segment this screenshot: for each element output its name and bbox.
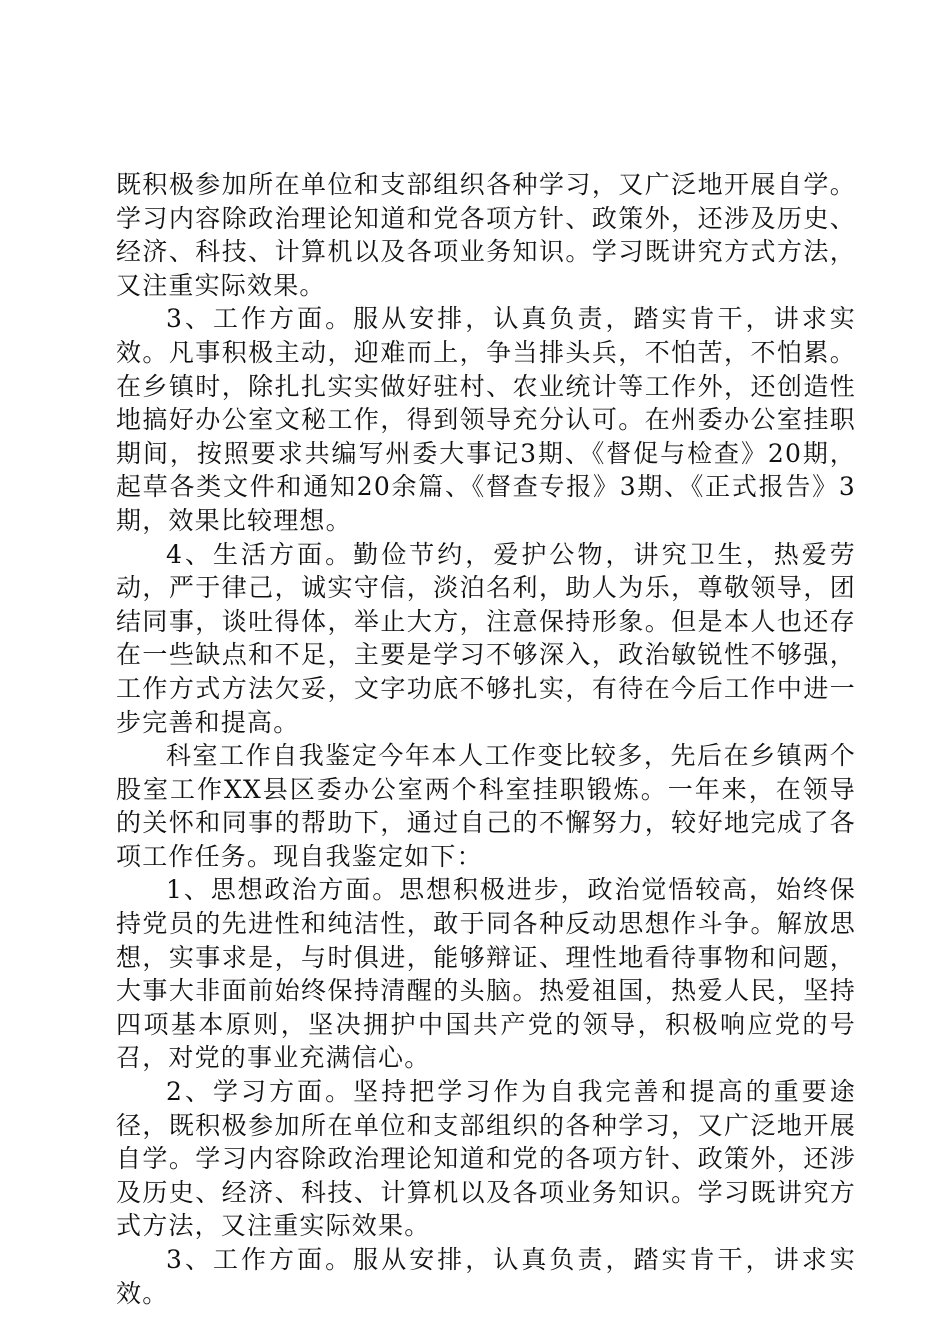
paragraph-work-aspect-repeat: 3、工作方面。服从安排，认真负责，踏实肯干，讲求实效。	[116, 1245, 856, 1308]
paragraph-self-assessment-intro: 科室工作自我鉴定今年本人工作变比较多，先后在乡镇两个股室工作XX县区委办公室两个科室挂职锻炼。一年来，在领导的关怀和同事的帮助下，通过自己的不懈努力，较好地完成了各项工作任务。现自我鉴定如下：	[116, 741, 856, 871]
paragraph-study-aspect: 2、学习方面。坚持把学习作为自我完善和提高的重要途径，既积极参加所在单位和支部组织的各种学习，又广泛地开展自学。学习内容除政治理论知道和党的各项方针、政策外，还涉及历史、经济、科技、计算机以及各项业务知识。学习既讲究方式方法，又注重实际效果。	[116, 1077, 856, 1241]
paragraph-political-aspect: 1、思想政治方面。思想积极进步，政治觉悟较高，始终保持党员的先进性和纯洁性，敢于同各种反动思想作斗争。解放思想，实事求是，与时俱进，能够辩证、理性地看待事物和问题，大事大非面前始终保持清醒的头脑。热爱祖国，热爱人民，坚持四项基本原则，坚决拥护中国共产党的领导，积极响应党的号召，对党的事业充满信心。	[116, 875, 856, 1073]
paragraph-life-aspect: 4、生活方面。勤俭节约，爱护公物，讲究卫生，热爱劳动，严于律己，诚实守信，淡泊名利，助人为乐，尊敬领导，团结同事，谈吐得体，举止大方，注意保持形象。但是本人也还存在一些缺点和不足，主要是学习不够深入，政治敏锐性不够强，工作方式方法欠妥，文字功底不够扎实，有待在今后工作中进一步完善和提高。	[116, 539, 856, 737]
paragraph-study-continued: 既积极参加所在单位和支部组织各种学习，又广泛地开展自学。学习内容除政治理论知道和党各项方针、政策外，还涉及历史、经济、科技、计算机以及各项业务知识。学习既讲究方式方法，又注重实际效果。	[116, 170, 856, 300]
paragraph-work-aspect: 3、工作方面。服从安排，认真负责，踏实肯干，讲求实效。凡事积极主动，迎难而上，争当排头兵，不怕苦，不怕累。在乡镇时，除扎扎实实做好驻村、农业统计等工作外，还创造性地搞好办公室文秘工作，得到领导充分认可。在州委办公室挂职期间，按照要求共编写州委大事记3期、《督促与检查》20期，起草各类文件和通知20余篇、《督查专报》3期、《正式报告》3期，效果比较理想。	[116, 304, 856, 535]
document-body	[116, 168, 856, 1310]
